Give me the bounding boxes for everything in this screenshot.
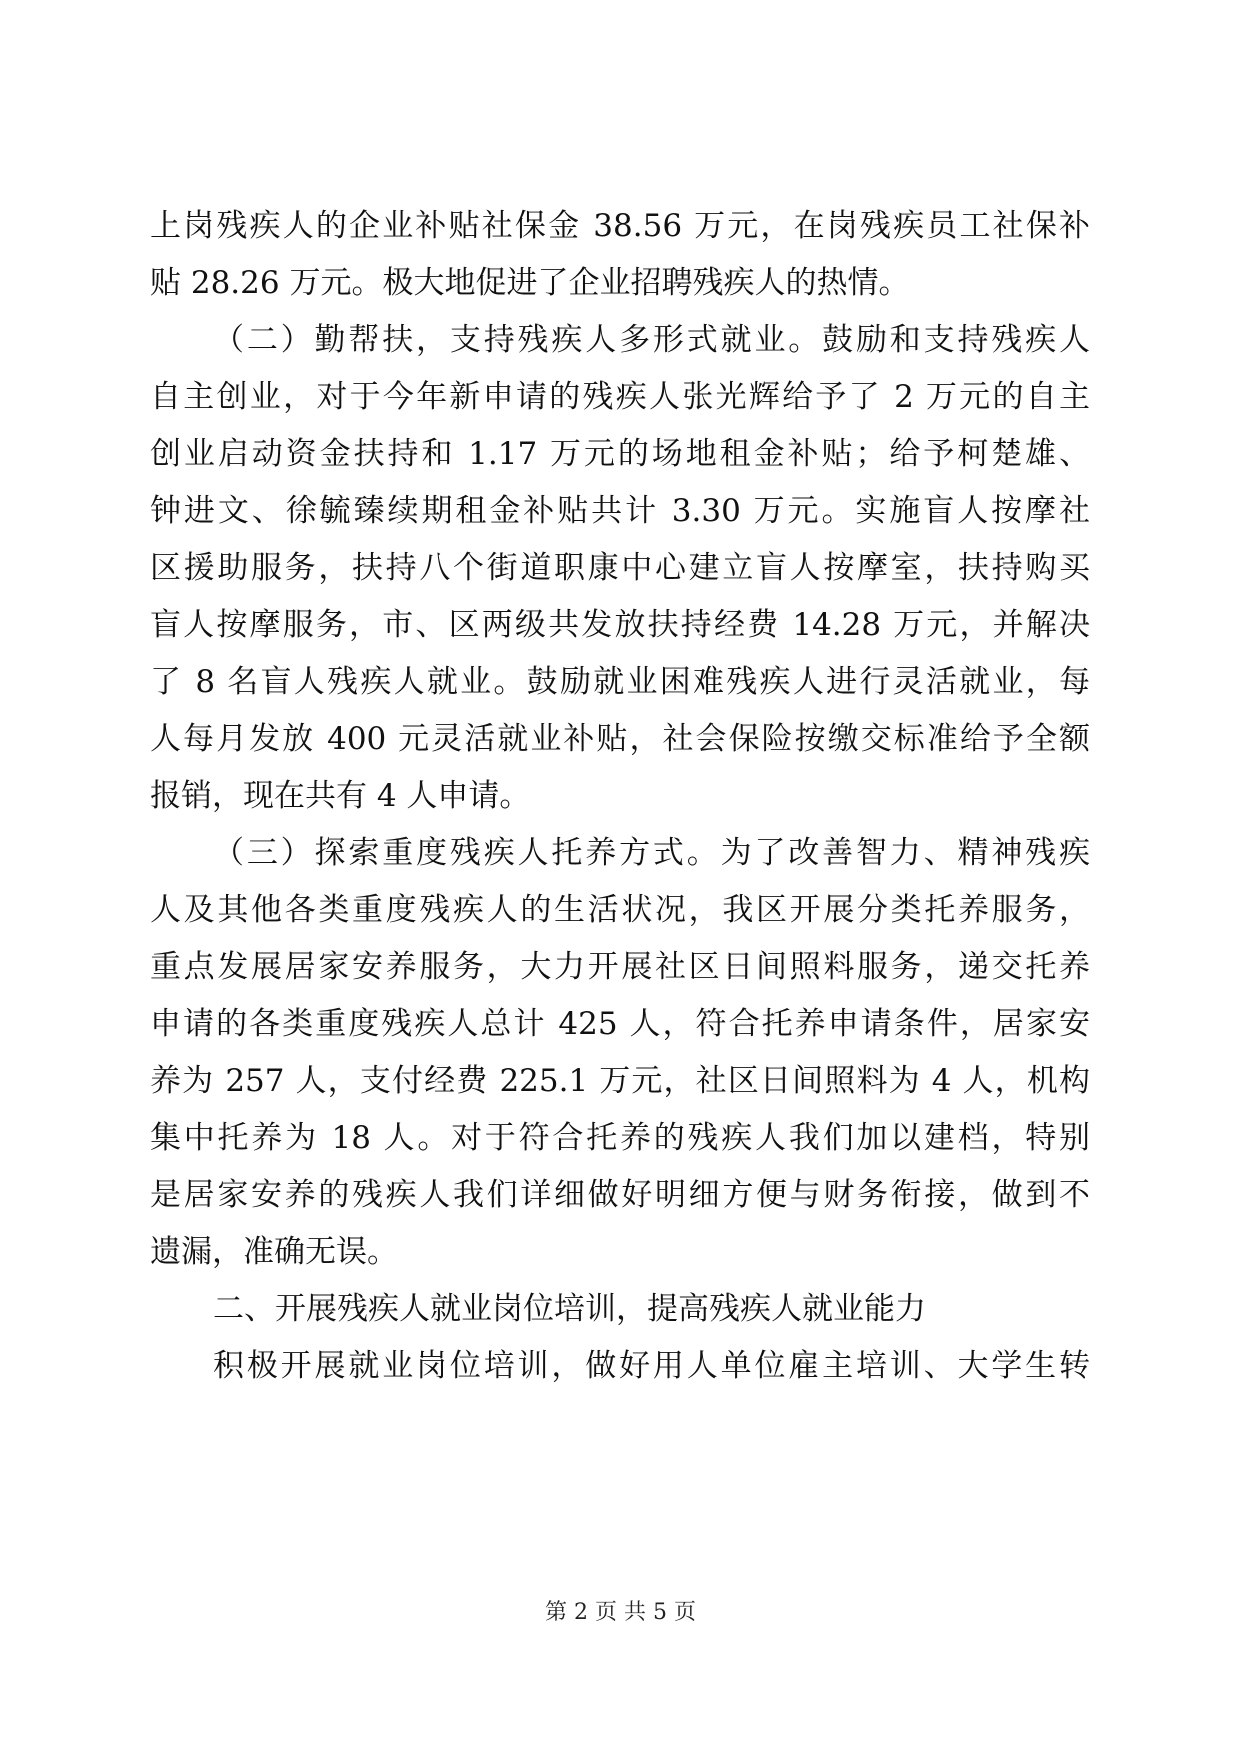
body-line: 上岗残疾人的企业补贴社保金 38.56 万元，在岗残疾员工社保补	[150, 208, 1090, 244]
body-line: 自主创业，对于今年新申请的残疾人张光辉给予了 2 万元的自主	[150, 379, 1090, 415]
body-line: 重点发展居家安养服务，大力开展社区日间照料服务，递交托养	[150, 949, 1090, 985]
paragraph-start-line: 积极开展就业岗位培训，做好用人单位雇主培训、大学生转	[213, 1348, 1090, 1384]
section-heading: 二、开展残疾人就业岗位培训，提高残疾人就业能力	[213, 1291, 926, 1327]
paragraph-start-line: （二）勤帮扶，支持残疾人多形式就业。鼓励和支持残疾人	[213, 322, 1090, 358]
body-line: 集中托养为 18 人。对于符合托养的残疾人我们加以建档，特别	[150, 1120, 1090, 1156]
body-line: 人及其他各类重度残疾人的生活状况，我区开展分类托养服务，	[150, 892, 1090, 928]
body-line: 贴 28.26 万元。极大地促进了企业招聘残疾人的热情。	[150, 265, 910, 301]
body-line: 区援助服务，扶持八个街道职康中心建立盲人按摩室，扶持购买	[150, 550, 1090, 586]
paragraph-start-line: （三）探索重度残疾人托养方式。为了改善智力、精神残疾	[213, 835, 1090, 871]
body-line: 创业启动资金扶持和 1.17 万元的场地租金补贴；给予柯楚雄、	[150, 436, 1090, 472]
body-line: 申请的各类重度残疾人总计 425 人，符合托养申请条件，居家安	[150, 1006, 1090, 1042]
body-line: 是居家安养的残疾人我们详细做好明细方便与财务衔接，做到不	[150, 1177, 1090, 1213]
body-line: 盲人按摩服务，市、区两级共发放扶持经费 14.28 万元，并解决	[150, 607, 1090, 643]
body-line: 遗漏，准确无误。	[150, 1234, 398, 1270]
body-line: 养为 257 人，支付经费 225.1 万元，社区日间照料为 4 人，机构	[150, 1063, 1090, 1099]
body-line: 人每月发放 400 元灵活就业补贴，社会保险按缴交标准给予全额	[150, 721, 1090, 757]
page-number-footer: 第 2 页 共 5 页	[545, 1600, 696, 1625]
body-line: 报销，现在共有 4 人申请。	[150, 778, 531, 814]
body-line: 了 8 名盲人残疾人就业。鼓励就业困难残疾人进行灵活就业，每	[150, 664, 1090, 700]
body-line: 钟进文、徐毓臻续期租金补贴共计 3.30 万元。实施盲人按摩社	[150, 493, 1090, 529]
